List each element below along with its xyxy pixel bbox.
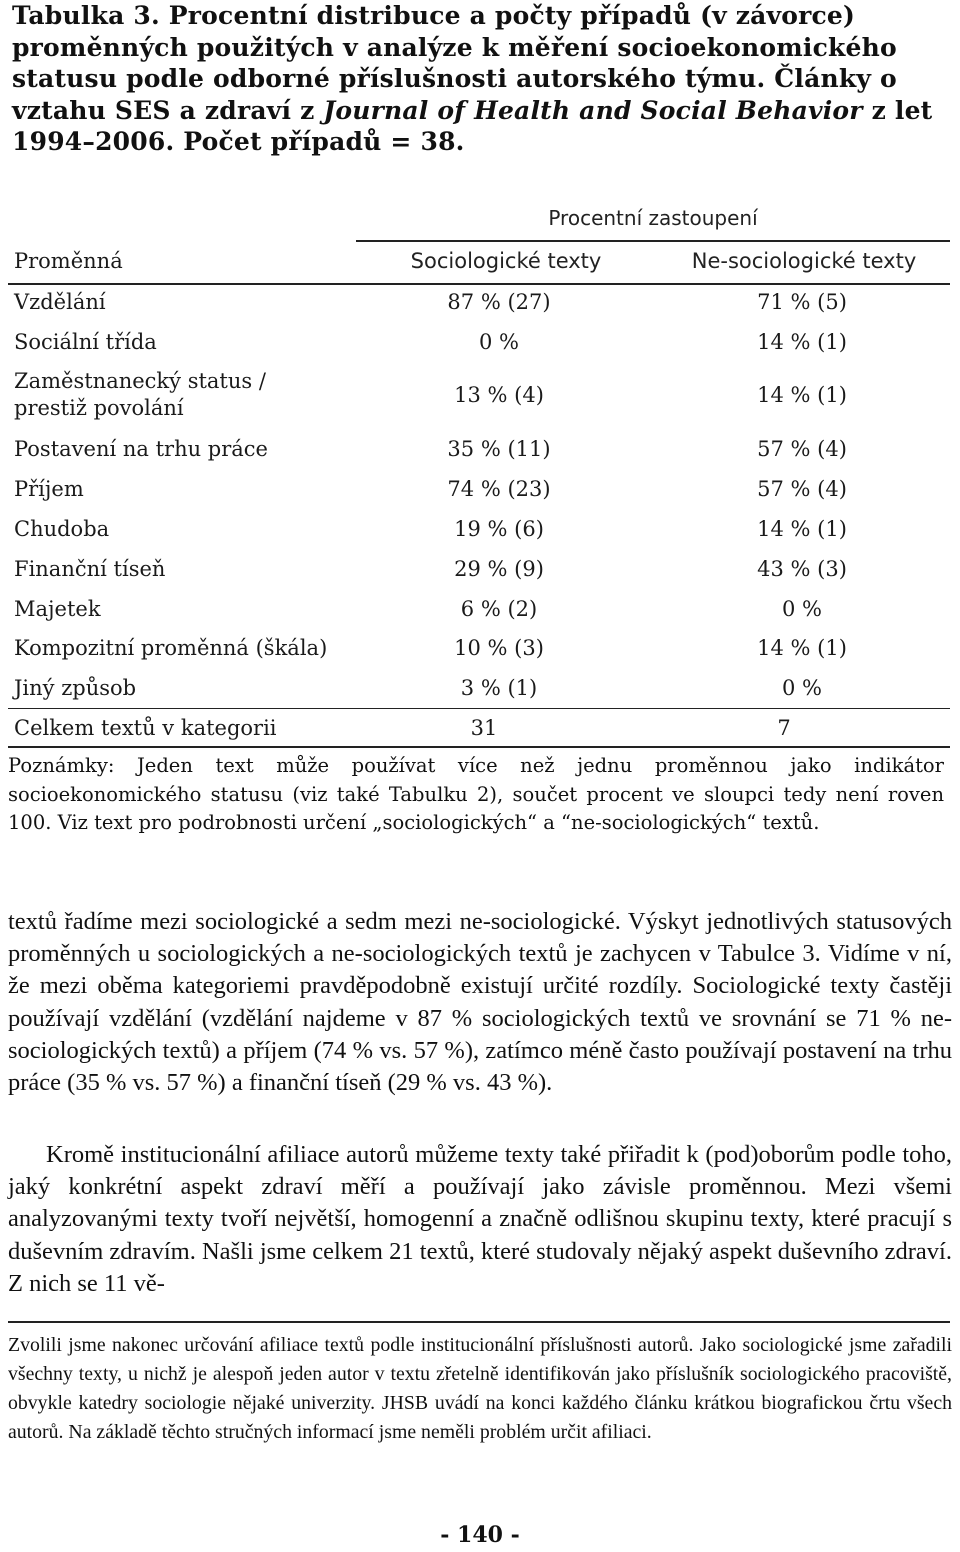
row-label: Kompozitní proměnná (škála) — [14, 636, 328, 660]
header-sociological: Sociologické texty — [410, 249, 602, 273]
row-nonsoc-value: 43 % (3) — [757, 557, 847, 581]
row-label: Zaměstnanecký status / — [14, 369, 266, 393]
row-nonsoc-value: 14 % (1) — [757, 636, 847, 660]
row-soc-value: 35 % (11) — [447, 437, 551, 461]
row-nonsoc-value: 57 % (4) — [757, 477, 847, 501]
footnote-rule — [8, 1321, 950, 1323]
row-nonsoc-value: 14 % (1) — [757, 517, 847, 541]
table-caption — [12, 0, 948, 158]
row-label: Finanční tíseň — [14, 557, 166, 581]
table-bottom-rule — [8, 746, 950, 748]
header-variable: Proměnná — [14, 249, 123, 273]
row-soc-value: 87 % (27) — [447, 290, 551, 314]
body-paragraph-2: Kromě institucionální afiliace autorů můžeme texty také přiřadit k (pod)oborům podle toho, jaký konkrétní aspekt zdraví měří a používají jako závisle proměnnou. Mezi všemi analyzovanými texty tvoří největší, homogenní a značně odlišnou skupinu texty, které pracují s duševním zdravím. Našli jsme celkem 21 textů, které studovaly nějaký aspekt duševního zdraví. Z nich se 11 vě- — [8, 1141, 952, 1297]
row-label: Příjem — [14, 477, 84, 501]
header-non-sociological: Ne-sociologické texty — [691, 249, 917, 273]
table-notes: Poznámky: Jeden text může používat více než jednu proměnnou jako indikátor socioekonomického statusu (viz také Tabulku 2), součet procent ve sloupci tedy není roven 100. Viz text pro podrobnosti určení „sociologických“ a “ne-sociologických“ textů. — [8, 754, 944, 835]
row-label: Sociální třída — [14, 330, 157, 354]
row-soc-value: 13 % (4) — [454, 383, 544, 407]
total-soc-value: 31 — [470, 716, 498, 740]
row-label: Chudoba — [14, 517, 110, 541]
row-label: Vzdělání — [14, 290, 106, 314]
row-nonsoc-value: 71 % (5) — [757, 290, 847, 314]
row-soc-value: 0 % — [479, 330, 519, 354]
row-soc-value: 29 % (9) — [454, 557, 544, 581]
row-label: Postavení na trhu práce — [14, 437, 268, 461]
row-soc-value: 19 % (6) — [454, 517, 544, 541]
row-nonsoc-value: 0 % — [782, 597, 822, 621]
group-header: Procentní zastoupení — [548, 206, 758, 230]
caption-text-end: z let 1994–2006. Počet případů = 38. — [12, 95, 933, 156]
header-rule — [8, 283, 950, 285]
footnote: Zvolili jsme nakonec určování afiliace textů podle institucionální příslušnosti autorů. Jako sociologické jsme zařadili všechny texty, u nichž je alespoň jeden autor v textu zřetelně identifikován jako příslušník sociologického pracoviště, obvykle katedry sociologie nějaké univerzity. JHSB uvádí na konci každého článku krátkou biografickou črtu všech autorů. Na základě těchto stručných informací jsme neměli problém určit afiliaci. — [8, 1334, 952, 1443]
body-paragraph-1: textů řadíme mezi sociologické a sedm mezi ne-sociologické. Výskyt jednotlivých statusových proměnných u sociologických a ne-sociologických textů je zachycen v Tabulce 3. Vidíme v ní, že mezi oběma kategoriemi pravděpodobně existují určité rozdíly. Sociologické texty častěji používají vzdělání (vzdělání najdeme v 87 % sociologických textů ve srovnání se 71 % ne-sociologických textů) a příjem (74 % vs. 57 %), zatímco méně často používají postavení na trhu práce (35 % vs. 57 %) a finanční tíseň (29 % vs. 43 %). — [8, 908, 952, 1097]
row-label: Jiný způsob — [14, 676, 137, 700]
row-nonsoc-value: 57 % (4) — [757, 437, 847, 461]
caption-text: Tabulka 3. Procentní distribuce a počty případů (v závorce) proměnných použitých v analýze k měření socioekonomického statusu podle odborné příslušnosti autorského týmu. Články o vztahu SES a zdraví z — [12, 1, 897, 125]
page-number: - 140 - — [440, 1522, 520, 1548]
row-soc-value: 10 % (3) — [454, 636, 544, 660]
total-top-rule — [8, 708, 950, 709]
row-soc-value: 3 % (1) — [460, 676, 538, 700]
journal-title: Journal of Health and Social Behavior — [323, 95, 863, 125]
total-nonsoc-value: 7 — [777, 716, 791, 740]
row-label: Majetek — [14, 597, 101, 621]
row-nonsoc-value: 14 % (1) — [757, 330, 847, 354]
row-label-line2: prestiž povolání — [14, 396, 184, 420]
group-header-rule — [356, 240, 950, 242]
row-nonsoc-value: 14 % (1) — [757, 383, 847, 407]
row-nonsoc-value: 0 % — [782, 676, 822, 700]
total-label: Celkem textů v kategorii — [14, 716, 277, 740]
row-soc-value: 6 % (2) — [460, 597, 538, 621]
row-soc-value: 74 % (23) — [447, 477, 551, 501]
